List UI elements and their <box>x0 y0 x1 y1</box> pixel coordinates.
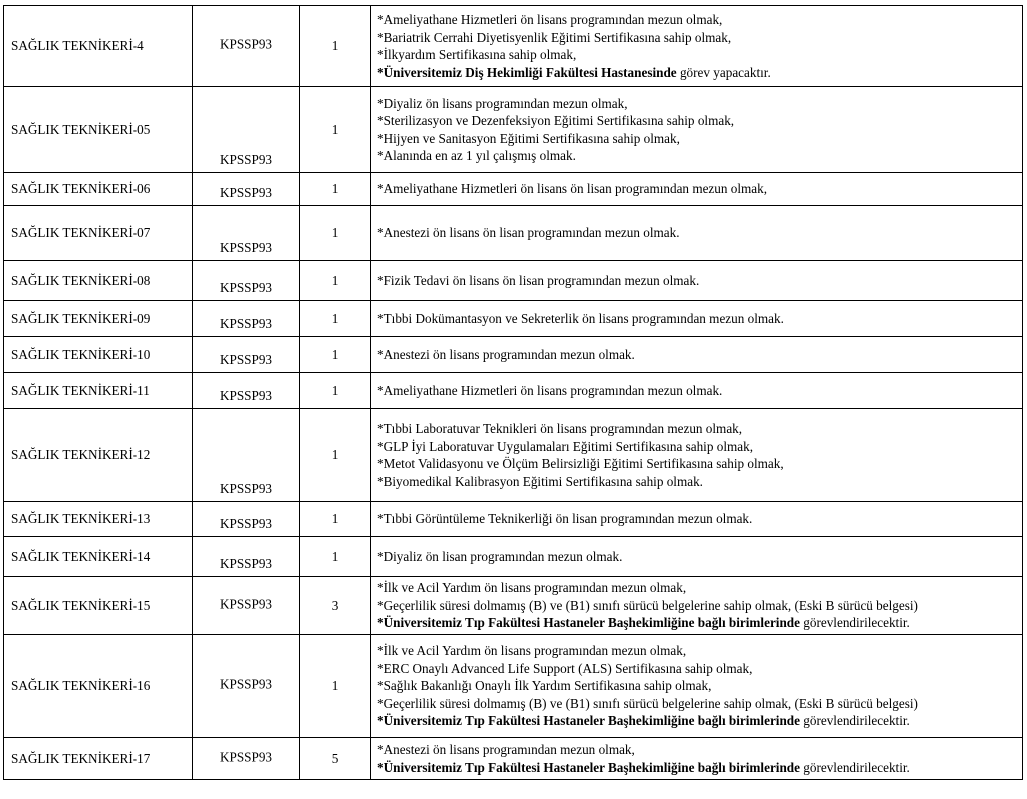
requirements-cell <box>371 577 1023 635</box>
position-title: SAĞLIK TEKNİKERİ-10 <box>4 337 193 373</box>
requirement-line <box>377 510 1016 528</box>
requirements-cell <box>371 373 1023 409</box>
requirement-text: *Tıbbi Laboratuvar Teknikleri ön lisans programından mezun olmak, <box>377 421 743 436</box>
table-row <box>4 738 1023 780</box>
requirement-text: *Anestezi ön lisans programından mezun olmak, <box>377 742 635 757</box>
position-count: 3 <box>300 577 371 635</box>
requirement-line <box>377 420 1016 438</box>
position-count: 1 <box>300 635 371 738</box>
table-row <box>4 373 1023 409</box>
requirement-line <box>377 695 1016 713</box>
requirement-line <box>377 147 1016 165</box>
requirements-cell <box>371 409 1023 502</box>
requirement-text: *Sağlık Bakanlığı Onaylı İlk Yardım Sertifikasına sahip olmak, <box>377 678 712 694</box>
table-row <box>4 537 1023 577</box>
requirement-line <box>377 29 1016 47</box>
requirement-line <box>377 473 1016 491</box>
exam-code: KPSSP93 <box>219 240 273 255</box>
requirement-text: görevlendirilecektir. <box>799 713 910 729</box>
position-title: SAĞLIK TEKNİKERİ-05 <box>4 87 193 173</box>
table-row <box>4 577 1023 635</box>
exam-code: KPSSP93 <box>219 676 273 692</box>
exam-code: KPSSP93 <box>219 36 273 52</box>
requirement-line <box>377 741 1016 759</box>
position-count: 1 <box>300 261 371 301</box>
requirement-text: *ERC Onaylı Advanced Life Support (ALS) Sertifikasına sahip olmak, <box>377 660 753 676</box>
requirement-emphasis: *Üniversitemiz Tıp Fakültesi Hastaneler Başhekimliğine bağlı birimlerinde <box>377 759 800 775</box>
table-row <box>4 502 1023 537</box>
requirement-line <box>377 642 1016 660</box>
requirement-line <box>377 346 1016 364</box>
requirement-text: *İlkyardım Sertifikasına sahip olmak, <box>377 47 577 62</box>
exam-code: KPSSP93 <box>219 152 273 167</box>
requirements-cell <box>371 87 1023 173</box>
table-row <box>4 337 1023 373</box>
requirement-line <box>377 382 1016 400</box>
table-row <box>4 173 1023 206</box>
requirement-line <box>377 712 1016 730</box>
requirement-line <box>377 660 1016 678</box>
requirement-line <box>377 130 1016 148</box>
requirement-text: görevlendirilecektir. <box>799 615 910 631</box>
position-title: SAĞLIK TEKNİKERİ-12 <box>4 409 193 502</box>
requirement-line <box>377 614 1016 632</box>
requirements-cell <box>371 206 1023 261</box>
position-title: SAĞLIK TEKNİKERİ-17 <box>4 738 193 780</box>
requirement-text: *Tıbbi Dokümantasyon ve Sekreterlik ön lisans programından mezun olmak. <box>377 310 784 326</box>
requirement-text: *Geçerlilik süresi dolmamış (B) ve (B1) sınıfı sürücü belgelerine sahip olmak, (Eski B sürücü belgesi) <box>377 695 918 711</box>
requirements-cell <box>371 738 1023 780</box>
position-count: 1 <box>300 409 371 502</box>
position-count: 5 <box>300 738 371 780</box>
requirements-cell <box>371 337 1023 373</box>
requirement-line <box>377 224 1016 242</box>
requirement-line <box>377 579 1016 597</box>
requirement-text: *Alanında en az 1 yıl çalışmış olmak. <box>377 148 576 163</box>
requirement-text: *İlk ve Acil Yardım ön lisans programından mezun olmak, <box>377 643 687 659</box>
table-row <box>4 301 1023 337</box>
requirement-text: *Diyaliz ön lisan programından mezun olmak. <box>377 548 623 564</box>
requirement-text: *Tıbbi Görüntüleme Teknikerliği ön lisan programından mezun olmak. <box>377 511 753 527</box>
requirement-text: *Geçerlilik süresi dolmamış (B) ve (B1) sınıfı sürücü belgelerine sahip olmak, (Eski B sürücü belgesi) <box>377 597 918 613</box>
table-row <box>4 87 1023 173</box>
exam-code-cell <box>193 635 300 738</box>
position-title: SAĞLIK TEKNİKERİ-11 <box>4 373 193 409</box>
position-title: SAĞLIK TEKNİKERİ-07 <box>4 206 193 261</box>
requirement-line <box>377 438 1016 456</box>
position-count: 1 <box>300 502 371 537</box>
requirement-text: *GLP İyi Laboratuvar Uygulamaları Eğitimi Sertifikasına sahip olmak, <box>377 438 753 454</box>
requirement-line <box>377 759 1016 777</box>
exam-code-cell <box>193 337 300 373</box>
position-title: SAĞLIK TEKNİKERİ-14 <box>4 537 193 577</box>
exam-code-cell <box>193 87 300 173</box>
exam-code-cell <box>193 502 300 537</box>
requirement-line <box>377 11 1016 29</box>
requirement-text: *Hijyen ve Sanitasyon Eğitimi Sertifikasına sahip olmak, <box>377 130 680 146</box>
table-row <box>4 206 1023 261</box>
requirement-line <box>377 112 1016 130</box>
exam-code-cell <box>193 173 300 206</box>
table-row <box>4 6 1023 87</box>
exam-code: KPSSP93 <box>219 481 273 496</box>
requirement-line <box>377 455 1016 473</box>
position-title: SAĞLIK TEKNİKERİ-08 <box>4 261 193 301</box>
exam-code-cell <box>193 301 300 337</box>
requirements-cell <box>371 635 1023 738</box>
requirement-text: *Ameliyathane Hizmetleri ön lisans programından mezun olmak, <box>377 12 723 27</box>
exam-code-cell <box>193 6 300 87</box>
exam-code-cell <box>193 577 300 635</box>
exam-code: KPSSP93 <box>219 595 273 611</box>
exam-code: KPSSP93 <box>219 352 273 367</box>
exam-code-cell <box>193 373 300 409</box>
requirement-text: görev yapacaktır. <box>676 64 771 80</box>
requirements-cell <box>371 173 1023 206</box>
requirement-text: *İlk ve Acil Yardım ön lisans programından mezun olmak, <box>377 580 687 596</box>
requirements-cell <box>371 301 1023 337</box>
position-title: SAĞLIK TEKNİKERİ-06 <box>4 173 193 206</box>
requirement-text: *Bariatrik Cerrahi Diyetisyenlik Eğitimi Sertifikasına sahip olmak, <box>377 29 732 45</box>
position-title: SAĞLIK TEKNİKERİ-15 <box>4 577 193 635</box>
exam-code: KPSSP93 <box>219 316 273 331</box>
requirement-text: *Sterilizasyon ve Dezenfeksiyon Eğitimi Sertifikasına sahip olmak, <box>377 113 735 128</box>
exam-code: KPSSP93 <box>219 748 273 764</box>
exam-code-cell <box>193 206 300 261</box>
requirement-emphasis: *Üniversitemiz Tıp Fakültesi Hastaneler Başhekimliğine bağlı birimlerinde <box>377 713 800 729</box>
position-title: SAĞLIK TEKNİKERİ-16 <box>4 635 193 738</box>
exam-code: KPSSP93 <box>219 388 273 403</box>
requirements-cell <box>371 6 1023 87</box>
position-count: 1 <box>300 337 371 373</box>
position-count: 1 <box>300 537 371 577</box>
position-count: 1 <box>300 173 371 206</box>
exam-code: KPSSP93 <box>219 185 273 200</box>
requirement-line <box>377 95 1016 113</box>
requirement-line <box>377 597 1016 615</box>
requirement-text: *Anestezi ön lisans programından mezun olmak. <box>377 346 635 362</box>
position-count: 1 <box>300 87 371 173</box>
exam-code: KPSSP93 <box>219 516 273 531</box>
requirement-emphasis: *Üniversitemiz Diş Hekimliği Fakültesi Hastanesinde <box>377 64 677 80</box>
exam-code: KPSSP93 <box>219 556 273 571</box>
requirement-line <box>377 310 1016 328</box>
position-count: 1 <box>300 206 371 261</box>
table-row <box>4 409 1023 502</box>
requirement-text: *Ameliyathane Hizmetleri ön lisans programından mezun olmak. <box>377 382 723 398</box>
requirement-emphasis: *Üniversitemiz Tıp Fakültesi Hastaneler Başhekimliğine bağlı birimlerinde <box>377 615 800 631</box>
position-count: 1 <box>300 373 371 409</box>
requirement-text: *Metot Validasyonu ve Ölçüm Belirsizliği Eğitimi Sertifikasına sahip olmak, <box>377 456 784 471</box>
exam-code: KPSSP93 <box>219 280 273 295</box>
positions-table-body <box>4 6 1023 780</box>
requirement-line <box>377 64 1016 82</box>
requirement-line <box>377 180 1016 198</box>
position-count: 1 <box>300 6 371 87</box>
positions-table <box>3 5 1023 780</box>
requirement-line <box>377 46 1016 64</box>
exam-code-cell <box>193 537 300 577</box>
requirement-line <box>377 272 1016 290</box>
requirement-text: *Biyomedikal Kalibrasyon Eğitimi Sertifikasına sahip olmak. <box>377 473 703 489</box>
position-title: SAĞLIK TEKNİKERİ-13 <box>4 502 193 537</box>
table-row <box>4 261 1023 301</box>
table-row <box>4 635 1023 738</box>
requirement-line <box>377 548 1016 566</box>
position-title: SAĞLIK TEKNİKERİ-09 <box>4 301 193 337</box>
position-count: 1 <box>300 301 371 337</box>
requirement-text: görevlendirilecektir. <box>799 759 910 775</box>
requirement-line <box>377 677 1016 695</box>
requirement-text: *Fizik Tedavi ön lisans ön lisan programından mezun olmak. <box>377 272 700 288</box>
position-title: SAĞLIK TEKNİKERİ-4 <box>4 6 193 87</box>
requirements-cell <box>371 261 1023 301</box>
exam-code-cell <box>193 738 300 780</box>
requirement-text: *Diyaliz ön lisans programından mezun olmak, <box>377 95 628 111</box>
exam-code-cell <box>193 261 300 301</box>
requirements-cell <box>371 502 1023 537</box>
requirements-cell <box>371 537 1023 577</box>
exam-code-cell <box>193 409 300 502</box>
requirement-text: *Ameliyathane Hizmetleri ön lisans ön lisan programından mezun olmak, <box>377 181 768 197</box>
requirement-text: *Anestezi ön lisans ön lisan programından mezun olmak. <box>377 225 680 241</box>
